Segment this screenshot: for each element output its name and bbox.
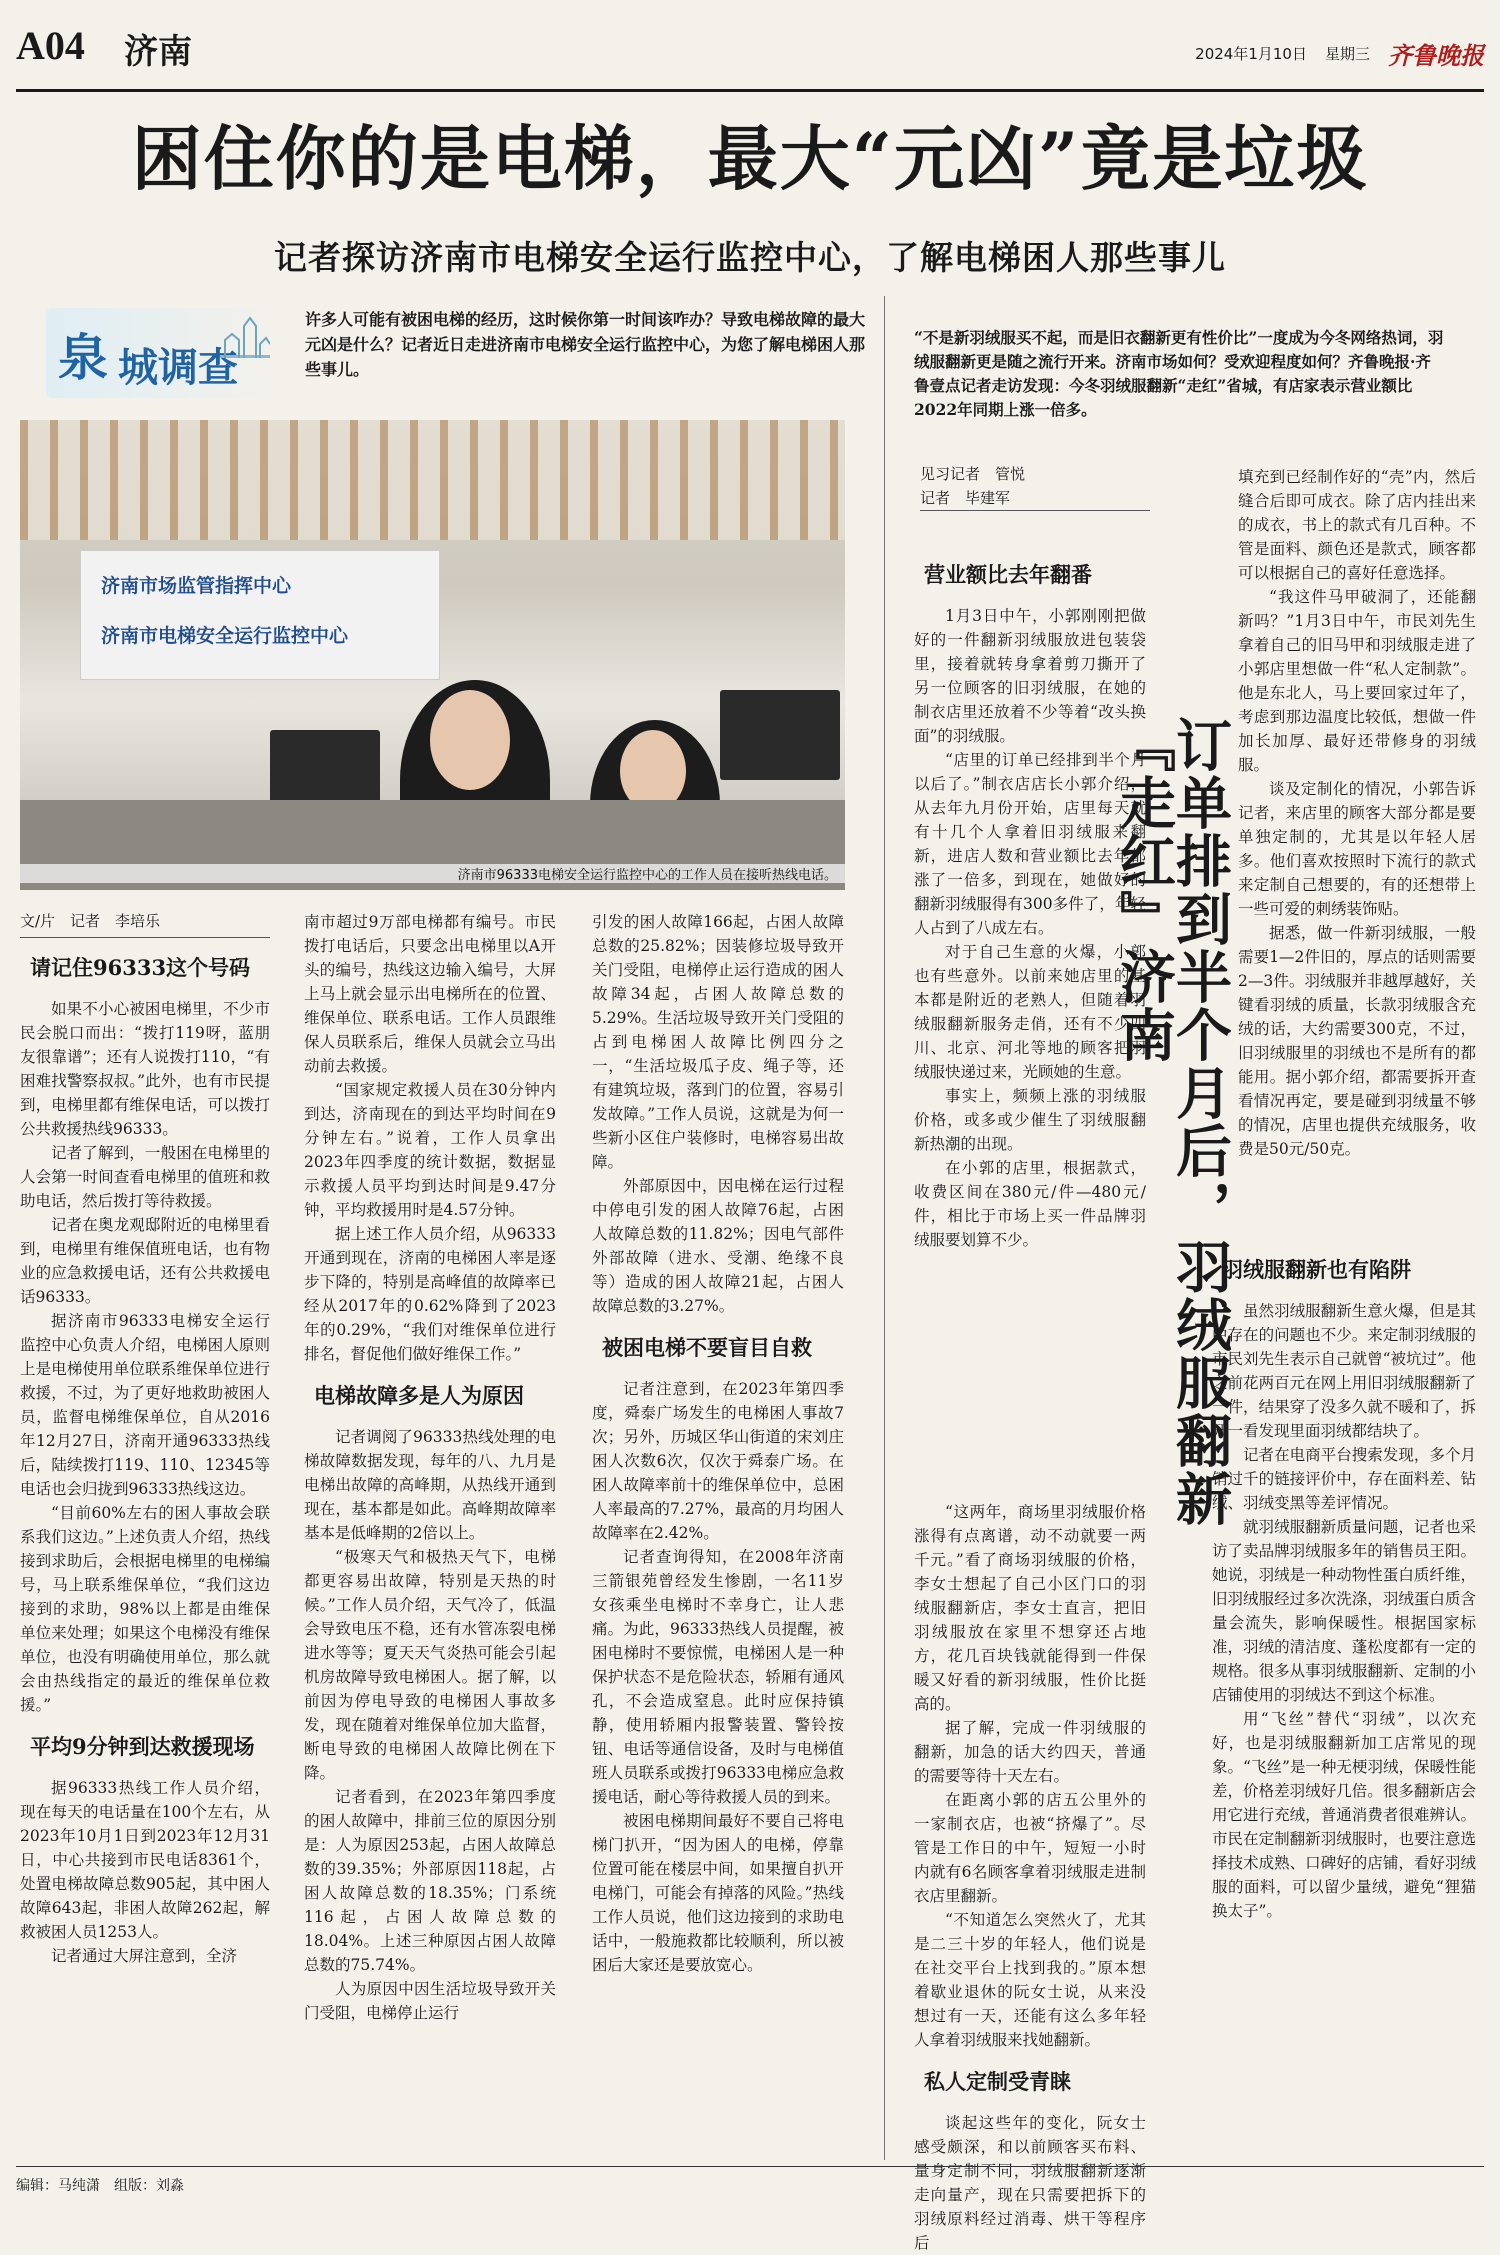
intro-text: 许多人可能有被困电梯的经历，这时候你第一时间该咋办？导致电梯故障的最大元凶是什么？记者近日走进济南市电梯安全运行监控中心，为您了解电梯困人那些事儿。 [305, 310, 866, 379]
paragraph: 事实上，频频上涨的羽绒服价格，或多或少催生了羽绒服翻新热潮的出现。 [914, 1086, 1146, 1153]
page-number: A04 [16, 23, 85, 68]
header-right [1195, 36, 1484, 71]
right-column-3 [1212, 1240, 1476, 1923]
paragraph: 记者在奥龙观邸附近的电梯里看到，电梯里有维保值班电话，也有物业的应急救援电话，还有公共救援电话96333。 [20, 1215, 270, 1306]
subheading: 平均9分钟到达救援现场 [30, 1734, 255, 1760]
column-3 [592, 910, 844, 1977]
paragraph: 被困电梯期间最好不要自己将电梯门扒开，“因为困人的电梯，停靠位置可能在楼层中间，如果擅自扒开电梯门，可能会有掉落的风险。”热线工作人员说，他们这边接到的求助电话中，一般施救都比较顺利，所以被困后大家还是要放宽心。 [592, 1812, 844, 1975]
skyline-icon [220, 316, 270, 358]
paragraph: 谈及定制化的情况，小郭告诉记者，来店里的顾客大部分都是要单独定制的，尤其是以年轻人居多。他们喜欢按照时下流行的款式来定制自己想要的，有的还想带上一些可爱的刺绣装饰贴。 [1238, 780, 1476, 919]
right-column-2 [1238, 465, 1476, 1161]
vertical-rule [884, 296, 885, 2160]
page-footer [16, 2166, 1484, 2195]
column-badge [46, 308, 286, 398]
masthead-logo: 齐鲁晚报 [1388, 41, 1484, 70]
right-lead: “不是新羽绒服买不起，而是旧衣翻新更有性价比”一度成为今冬网络热词，羽绒服翻新更是随之流行开来。济南市场如何？受欢迎程度如何？齐鲁晚报·齐鲁壹点记者走访发现：今冬羽绒服翻新“走红”省城，有店家表示营业额比2022年同期上涨一倍多。 [914, 328, 1444, 420]
worker-face-1 [430, 690, 510, 790]
subheading: 羽绒服翻新也有陷阱 [1222, 1257, 1411, 1282]
byline: 文/片 记者 李培乐 [20, 910, 270, 938]
paragraph: 人为原因中因生活垃圾导致开关门受阻，电梯停止运行 [304, 1980, 556, 2023]
paragraph: 填充到已经制作好的“壳”内，然后缝合后即可成衣。除了店内挂出来的成衣，书上的款式有几百种。不管是面料、颜色还是款式，顾客都可以根据自己的喜好任意选择。 [1238, 468, 1476, 583]
paragraph: 记者了解到，一般困在电梯里的人会第一时间查看电梯里的值班和救助电话，然后拨打等待救援。 [20, 1143, 270, 1210]
subheading: 电梯故障多是人为原因 [314, 1383, 524, 1409]
paragraph: 谈起这些年的变化，阮女士感受颇深，和以前顾客买布料、量身定制不同，羽绒服翻新逐渐走向量产，现在只需要把拆下的羽绒原料经过消毒、烘干等程序后 [914, 2113, 1146, 2252]
reporter-1: 见习记者 管悦 [920, 465, 1026, 483]
badge-char: 泉 [58, 328, 108, 387]
paragraph: 如果不小心被困电梯里，不少市民会脱口而出：“拨打119呀，蓝朋友很靠谱”；还有人说拨打110，“有困难找警察叔叔。”此外，也有市民提到，电梯里都有维保电话，可以拨打公共救援热线96333。 [20, 999, 270, 1138]
paragraph: 记者查询得知，在2008年济南三箭银苑曾经发生惨剧，一名11岁女孩乘坐电梯时不幸身亡，让人悲痛。为此，96333热线人员提醒，被困电梯时不要惊慌，电梯困人是一种保护状态不是危险状态，轿厢有通风孔，不会造成窒息。此时应保持镇静，使用轿厢内报警装置、警铃按钮、电话等通信设备，及时与电梯值班人员联系或拨打96333电梯应急救援电话，耐心等待救援人员的到来。 [592, 1547, 844, 1807]
monitor [270, 730, 380, 805]
monitor [720, 690, 840, 780]
photo-caption: 济南市96333电梯安全运行监控中心的工作人员在接听热线电话。 [20, 864, 845, 883]
column-2 [304, 910, 556, 2025]
right-column-1b [914, 1500, 1146, 2255]
paragraph: 外部原因中，因电梯在运行过程中停电引发的困人故障76起，占困人故障总数的11.82%；因电气部件外部故障（进水、受潮、绝缘不良等）造成的困人故障21起，占困人故障总数的3.27%。 [592, 1177, 844, 1316]
photo-ceiling [20, 420, 845, 540]
paragraph: “店里的订单已经排到半个月以后了。”制衣店店长小郭介绍，从去年九月份开始，店里每天就有十几个人拿着旧羽绒服来翻新，进店人数和营业额比去年都涨了一倍多，到现在，她做好的翻新羽绒服得有300多件了，年轻人占到了八成左右。 [914, 750, 1146, 937]
paragraph: “极寒天气和极热天气下，电梯都更容易出故障，特别是天热的时候。”工作人员介绍，天气冷了，低温会导致电压不稳，还有水管冻裂电梯进水等等；夏天天气炎热可能会引起机房故障导致电梯困人。据了解，以前因为停电导致的电梯困人事故多发，现在随着对维保单位加大监督，断电导致的电梯困人故障比例在下降。 [304, 1547, 556, 1783]
paragraph: 据上述工作人员介绍，从96333开通到现在，济南的电梯困人率是逐步下降的，特别是高峰值的故障率已经从2017年的0.62%降到了2023年的0.29%，“我们对维保单位进行排名，督促他们做好维保工作。” [304, 1225, 556, 1364]
issue-date: 2024年1月10日 [1195, 45, 1307, 63]
reporter-2: 记者 毕建军 [920, 489, 1011, 507]
paragraph: 记者通过大屏注意到，全济 [51, 1946, 238, 1965]
news-photo [20, 420, 845, 890]
vertical-headline: 订单排到半个月后，羽绒服翻新『走红』济南 [1111, 716, 1233, 1528]
paragraph: “我这件马甲破洞了，还能翻新吗？”1月3日中午，市民刘先生拿着自己的旧马甲和羽绒服走进了小郭店里想做一件“私人定制款”。他是东北人，马上要回家过年了，考虑到那边温度比较低，想做一件加长加厚、最好还带修身的羽绒服。 [1238, 588, 1476, 775]
paragraph: 用“飞丝”替代“羽绒”，以次充好，也是羽绒服翻新加工店常见的现象。“飞丝”是一种无梗羽绒，保暖性能差，价格差羽绒好几倍。很多翻新店会用它进行充绒，普通消费者很难辨认。市民在定制翻新羽绒服时，也要注意选择技术成熟、口碑好的店铺，看好羽绒服的面料，可以留少量绒，避免“狸猫换太子”。 [1212, 1709, 1476, 1920]
paragraph: 南市超过9万部电梯都有编号。市民拨打电话后，只要念出电梯里以A开头的编号，热线这边输入编号，大屏上马上就会显示出电梯所在的位置、维保单位、联系电话。工作人员跟维保人员联系后，维保人员就会立马出动前去救援。 [304, 913, 556, 1076]
paragraph: 据悉，做一件新羽绒服，一般需要1—2件旧的，厚点的话则需要2—3件。羽绒服并非越厚越好，关键看羽绒的质量，长款羽绒服含充绒的话，大约需要300克，不过，旧羽绒服里的羽绒也不是所有的都能用。据小郭介绍，都需要拆开查看情况再定，要是碰到羽绒量不够的情况，店里也提供充绒服务，收费是50元/50克。 [1238, 924, 1476, 1159]
paragraph: 据济南市96333电梯安全运行监控中心负责人介绍，电梯困人原则上是电梯使用单位联系维保单位进行救援，不过，为了更好地救助被困人员，监督电梯维保单位，自从2016年12月27日，济南开通96333热线后，陆续拨打119、110、12345等电话也会归拢到96333热线这边。 [20, 1312, 270, 1499]
paragraph: 引发的困人故障166起，占困人故障总数的25.82%；因装修垃圾导致开关门受阻，电梯停止运行造成的困人故障34起，占困人故障总数的5.29%。生活垃圾导致开关门受阻的占到电梯困人故障比例四分之一，“生活垃圾瓜子皮、绳子等，还有建筑垃圾，落到门的位置，容易引发故障。”工作人员说，这就是为何一些新小区住户装修时，电梯容易出故障。 [592, 913, 844, 1172]
paragraph: “这两年，商场里羽绒服价格涨得有点离谱，动不动就要一两千元。”看了商场羽绒服的价格，李女士想起了自己小区门口的羽绒服翻新店，李女士直言，把旧羽绒服放在家里不想穿还占地方，花几百块钱就能得到一件保暖又好看的新羽绒服，性价比挺高的。 [914, 1503, 1146, 1714]
paragraph: 记者注意到，在2023年第四季度，舜泰广场发生的电梯困人事故7次；另外，历城区华山街道的宋刘庄困人次数6次，仅次于舜泰广场。在困人故障率前十的维保单位中，总困人率最高的7.27%，最高的月均困人故障率在2.42%。 [592, 1379, 844, 1542]
paragraph: 对于自己生意的火爆，小郭也有些意外。以前来她店里的基本都是附近的老熟人，但随着羽绒服翻新服务走俏，还有不少四川、北京、河北等地的顾客把羽绒服快递过来，光顾她的生意。 [914, 942, 1146, 1081]
page-header [16, 14, 1484, 92]
paragraph: “不知道怎么突然火了，尤其是二三十岁的年轻人，他们说是在社交平台上找到我的。”原本想着歇业退休的阮女士说，从来没想过有一天，还能有这么多年轻人拿着羽绒服来找她翻新。 [914, 1911, 1146, 2050]
badge-text: 城调查 [118, 344, 238, 391]
paragraph: 就羽绒服翻新质量问题，记者也采访了卖品牌羽绒服多年的销售员王阳。她说，羽绒是一种动物性蛋白质纤维，旧羽绒服经过多次洗涤，羽绒蛋白质含量会流失，影响保暖性。根据国家标准，羽绒的清洁度、蓬松度都有一定的规格。很多从事羽绒服翻新、定制的小店铺使用的羽绒达不到这个标准。 [1212, 1517, 1476, 1704]
column-1 [20, 910, 270, 1968]
right-byline [920, 462, 1150, 511]
subheadline: 记者探访济南市电梯安全运行监控中心，了解电梯困人那些事儿 [274, 238, 1226, 277]
subheading: 营业额比去年翻番 [924, 562, 1092, 587]
wall-sign-line1: 济南市场监管指挥中心 [101, 575, 292, 597]
paragraph: “目前60%左右的困人事故会联系我们这边。”上述负责人介绍，热线接到求助后，会根据电梯里的电梯编号，马上联系维保单位，“我们这边接到的求助，98%以上都是由维保单位来处理；如果这个电梯没有维保单位，也没有明确使用单位，那么就会由热线指定的最近的维保单位救援。” [20, 1504, 270, 1715]
paragraph: “国家规定救援人员在30分钟内到达，济南现在的到达平均时间在9分钟左右。”说着，工作人员拿出2023年四季度的统计数据，数据显示救援人员平均到达时间是9.47分钟，平均救援用时是4.57分钟。 [304, 1081, 556, 1220]
paragraph: 虽然羽绒服翻新生意火爆，但是其中存在的问题也不少。来定制羽绒服的市民刘先生表示自己就曾“被坑过”。他之前花两百元在网上用旧羽绒服翻新了一件，结果穿了没多久就不暖和了，拆开一看发现里面羽绒都结块了。 [1212, 1301, 1476, 1440]
paragraph: 在小郭的店里，根据款式，收费区间在380元/件—480元/件，相比于市场上买一件品牌羽绒服要划算不少。 [914, 1158, 1146, 1249]
subheading: 被困电梯不要盲目自救 [602, 1335, 812, 1361]
subheading: 私人定制受青睐 [924, 2069, 1071, 2095]
paragraph: 记者调阅了96333热线处理的电梯故障数据发现，每年的八、九月是电梯出故障的高峰期，从热线开通到现在，基本都是如此。高峰期故障率基本是低峰期的2倍以上。 [304, 1427, 556, 1542]
paragraph: 据96333热线工作人员介绍，现在每天的电话量在100个左右，从2023年10月1日到2023年12月31日，中心共接到市民电话8361个，处置电梯故障总数905起，其中困人故障643起，非困人故障262起，解救被困人员1253人。 [20, 1778, 270, 1941]
paragraph: 在距离小郭的店五公里外的一家制衣店，也被“挤爆了”。尽管是工作日的中午，短短一小时内就有6名顾客拿着羽绒服走进制衣店里翻新。 [914, 1791, 1146, 1906]
section-name: 济南 [124, 32, 192, 72]
wall-sign [80, 550, 440, 680]
paragraph: 1月3日中午，小郭刚刚把做好的一件翻新羽绒服放进包装袋里，接着就转身拿着剪刀撕开了另一位顾客的旧羽绒服，在她的制衣店里还放着不少等着“改头换面”的羽绒服。 [914, 606, 1146, 745]
paragraph: 记者看到，在2023年第四季度的困人故障中，排前三位的原因分别是：人为原因253起，占困人故障总数的39.35%；外部原因118起，占困人故障总数的18.35%；门系统116起，占困人故障总数的18.04%。上述三种原因占困人故障总数的75.74%。 [304, 1788, 556, 1975]
right-column-1 [914, 545, 1146, 1252]
weekday: 星期三 [1324, 45, 1370, 63]
wall-sign-line2: 济南市电梯安全运行监控中心 [101, 625, 349, 647]
subheading: 请记住96333这个号码 [30, 955, 251, 981]
paragraph: 记者在电商平台搜索发现，多个月销过千的链接评价中，存在面料差、钻绒、羽绒变黑等差评情况。 [1212, 1445, 1476, 1512]
editor-credit: 编辑：马纯潇 组版：刘淼 [16, 2178, 184, 2194]
paragraph: 据了解，完成一件羽绒服的翻新，加急的话大约四天，普通的需要等待十天左右。 [914, 1719, 1146, 1786]
headline: 困住你的是电梯，最大“元凶”竟是垃圾 [131, 117, 1369, 200]
